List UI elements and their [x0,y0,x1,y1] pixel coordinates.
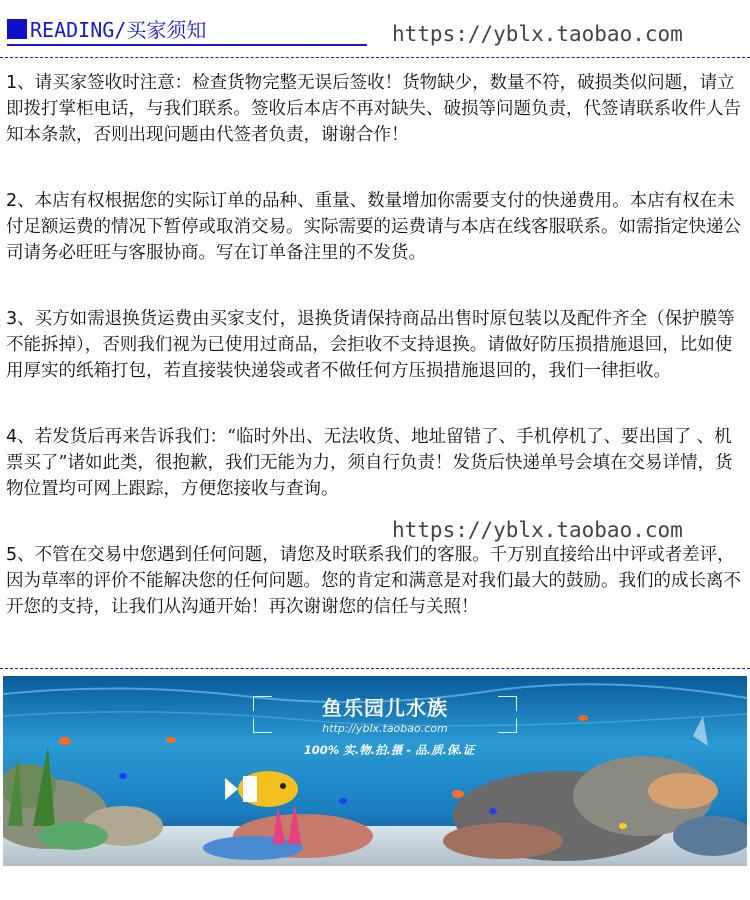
banner-title: 鱼乐园儿水族 [322,696,448,720]
square-bullet-icon [7,19,27,39]
notice-item: 1、请买家签收时注意：检查货物完整无误后签收！货物缺少，数量不符，破损类似问题，请立即拨打掌柜电话，与我们联系。签收后本店不再对缺失、破损等问题负责，代签请联系收件人告知本条款，否则出现问题由代签者负责，谢谢合作！ [6,73,741,145]
title-text: READING/买家须知 [30,18,207,42]
notice-item: 3、买方如需退换货运费由买家支付，退换货请保持商品出售时原包装以及配件齐全（保护膜等不能拆掉），否则我们视为已使用过商品，会拒收不支持退换。请做好防压损措施退回，比如使用厚实的纸箱打包，若直接装快递袋或者不做任何方压损措施退回的，我们一律拒收。 [6,309,735,381]
header-url: https://yblx.taobao.com [392,22,683,46]
bottom-margin [0,866,750,900]
notice-item: 4、若发货后再来告诉我们：“临时外出、无法收货、地址留错了、手机停机了、要出国了 、机票买了”诸如此类，很抱歉，我们无能为力，须自行负责！发货后快递单号会填在交易详情，货物位置均可网上跟踪，方便您接收与查询。 [6,427,733,499]
title-underline [7,44,367,46]
divider-bottom [0,668,750,669]
banner-slogan: 100% 实.物.拍.摄 - 品.质.保.证 [303,743,475,757]
section-title [7,14,206,43]
header [0,0,750,58]
notice-item: 5、不管在交易中您遇到任何问题，请您及时联系我们的客服。千万别直接给出中评或者差评，因为草率的评价不能解决您的任何问题。您的肯定和满意是对我们最大的鼓励。我们的成长离不开您的支持，让我们从沟通开始！再次谢谢您的信任与关照！ [6,545,741,617]
banner-logo [267,690,503,760]
aquarium-banner [3,676,747,866]
notice-list [6,70,742,660]
banner-url: http://yblx.taobao.com [322,722,448,735]
divider-top [0,57,750,58]
watermark-url: https://yblx.taobao.com [392,518,683,542]
notice-item: 2、本店有权根据您的实际订单的品种、重量、数量增加你需要支付的快递费用。本店有权在未付足额运费的情况下暂停或取消交易。实际需要的运费请与本店在线客服联系。如需指定快递公司请务必旺旺与客服协商。写在订单备注里的不发货。 [6,191,741,263]
